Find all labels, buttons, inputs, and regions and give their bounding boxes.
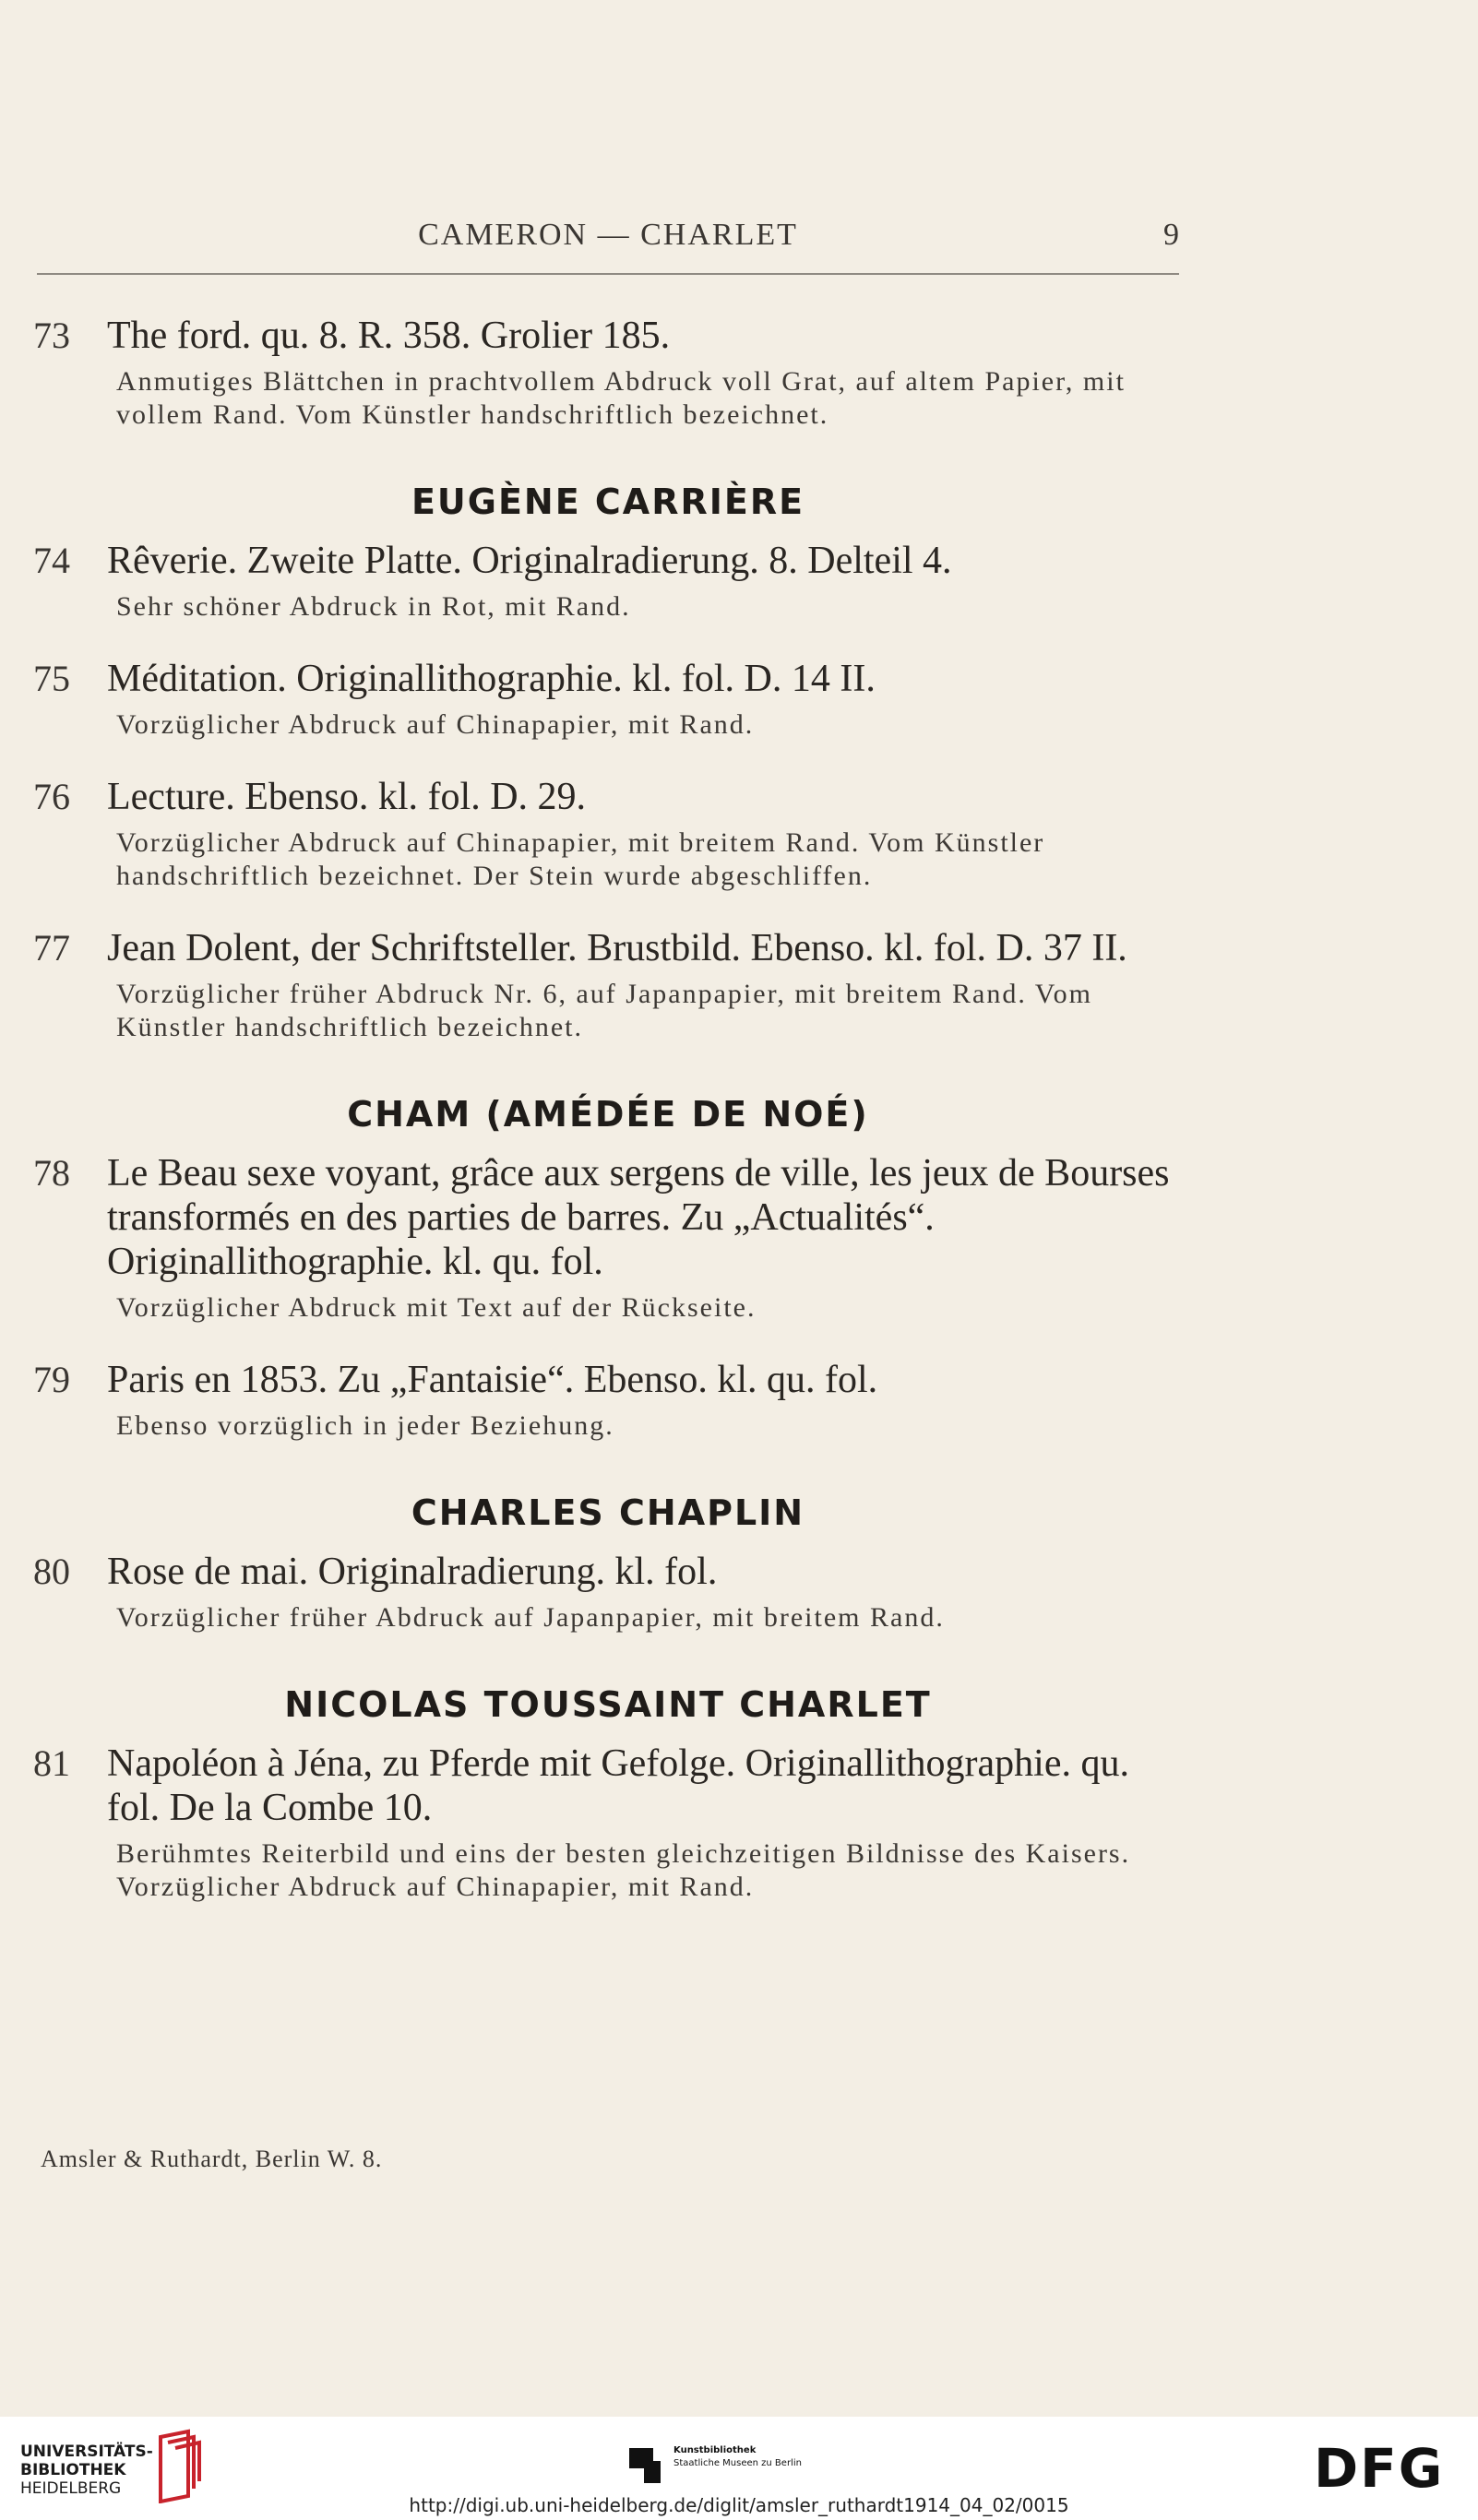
kunstbibliothek-logo[interactable] bbox=[629, 2444, 802, 2485]
catalogue-entry bbox=[33, 1358, 1183, 1443]
viewer-footer bbox=[0, 2417, 1478, 2520]
catalogue-entry bbox=[33, 1741, 1183, 1904]
ub-line-1: UNIVERSITÄTS- bbox=[20, 2443, 153, 2461]
entry-note: Vorzüglicher Abdruck auf Chinapapier, mit Rand. bbox=[116, 709, 755, 740]
entry-title: Rose de mai. Originalradierung. kl. fol. bbox=[107, 1551, 718, 1593]
kunst-line-1: Kunstbibliothek bbox=[673, 2445, 757, 2455]
ub-heidelberg-logo[interactable] bbox=[20, 2443, 153, 2498]
entry-note: Sehr schöner Abdruck in Rot, mit Rand. bbox=[116, 591, 631, 622]
entry-title: Le Beau sexe voyant, grâce aux sergens de ville, les jeux de Bourses transformés en des parties de barres. Zu „Actualités“. Originallithographie. kl. qu. fol. bbox=[107, 1152, 1170, 1283]
entry-title: Lecture. Ebenso. kl. fol. D. 29. bbox=[107, 776, 587, 818]
entry-number: 74 bbox=[33, 540, 70, 581]
artist-heading: CHARLES CHAPLIN bbox=[411, 1492, 805, 1533]
catalogue-entry bbox=[33, 657, 1183, 742]
entry-title: Paris en 1853. Zu „Fantaisie“. Ebenso. kl. qu. fol. bbox=[107, 1359, 878, 1401]
entry-number: 77 bbox=[33, 927, 70, 969]
catalogue-entry bbox=[33, 926, 1183, 1044]
artist-heading: NICOLAS TOUSSAINT CHARLET bbox=[284, 1684, 932, 1725]
entry-number: 81 bbox=[33, 1742, 70, 1784]
entry-note: Berühmtes Reiterbild und eins der besten gleichzeitigen Bildnisse des Kaisers. Vorzüglicher Abdruck auf Chinapapier, mit Rand. bbox=[116, 1838, 1131, 1902]
entry-number: 75 bbox=[33, 658, 70, 699]
catalogue-entry bbox=[33, 314, 1183, 432]
entry-number: 78 bbox=[33, 1152, 70, 1194]
catalogue-content bbox=[33, 314, 1183, 1937]
entry-title: Méditation. Originallithographie. kl. fol. D. 14 II. bbox=[107, 658, 876, 700]
printer-imprint: Amsler & Ruthardt, Berlin W. 8. bbox=[41, 2146, 383, 2172]
kunst-line-2: Staatliche Museen zu Berlin bbox=[673, 2458, 802, 2468]
catalogue-entry bbox=[33, 1550, 1183, 1634]
entry-title: Rêverie. Zweite Platte. Originalradierung. 8. Delteil 4. bbox=[107, 540, 952, 582]
entry-note: Anmutiges Blättchen in prachtvollem Abdruck voll Grat, auf altem Papier, mit vollem Rand. Vom Künstler handschriftlich bezeichnet. bbox=[116, 366, 1126, 430]
running-header bbox=[37, 214, 1179, 275]
ub-logo-mark-icon bbox=[151, 2428, 203, 2503]
entry-title: The ford. qu. 8. R. 358. Grolier 185. bbox=[107, 315, 671, 357]
catalogue-entry bbox=[33, 775, 1183, 893]
entry-title: Jean Dolent, der Schriftsteller. Brustbild. Ebenso. kl. fol. D. 37 II. bbox=[107, 927, 1127, 969]
artist-heading: CHAM (AMÉDÉE DE NOÉ) bbox=[347, 1094, 869, 1135]
entry-number: 80 bbox=[33, 1551, 70, 1592]
ub-line-2: BIBLIOTHEK bbox=[20, 2461, 126, 2479]
entry-note: Vorzüglicher früher Abdruck Nr. 6, auf Japanpapier, mit breitem Rand. Vom Künstler handschriftlich bezeichnet. bbox=[116, 979, 1092, 1042]
ub-line-3: HEIDELBERG bbox=[20, 2479, 122, 2498]
entry-note: Vorzüglicher Abdruck auf Chinapapier, mit breitem Rand. Vom Künstler handschriftlich bezeichnet. Der Stein wurde abgeschliffen. bbox=[116, 827, 1045, 891]
permalink-url[interactable]: http://digi.ub.uni-heidelberg.de/diglit/amsler_ruthardt1914_04_02/0015 bbox=[409, 2494, 1069, 2516]
entry-number: 73 bbox=[33, 315, 70, 356]
entry-title: Napoléon à Jéna, zu Pferde mit Gefolge. Originallithographie. qu. fol. De la Combe 10. bbox=[107, 1742, 1129, 1829]
entry-number: 76 bbox=[33, 776, 70, 817]
kunstbibliothek-mark-icon bbox=[629, 2444, 666, 2485]
running-title: CAMERON — CHARLET bbox=[418, 218, 798, 252]
catalogue-entry bbox=[33, 1151, 1183, 1325]
entry-number: 79 bbox=[33, 1359, 70, 1400]
entry-note: Vorzüglicher Abdruck mit Text auf der Rückseite. bbox=[116, 1292, 757, 1323]
catalogue-entry bbox=[33, 539, 1183, 624]
dfg-logo[interactable]: DFG bbox=[1314, 2437, 1445, 2500]
artist-heading: EUGÈNE CARRIÈRE bbox=[411, 481, 805, 522]
page-number: 9 bbox=[1163, 218, 1179, 252]
entry-note: Vorzüglicher früher Abdruck auf Japanpapier, mit breitem Rand. bbox=[116, 1602, 945, 1633]
entry-note: Ebenso vorzüglich in jeder Beziehung. bbox=[116, 1410, 614, 1441]
